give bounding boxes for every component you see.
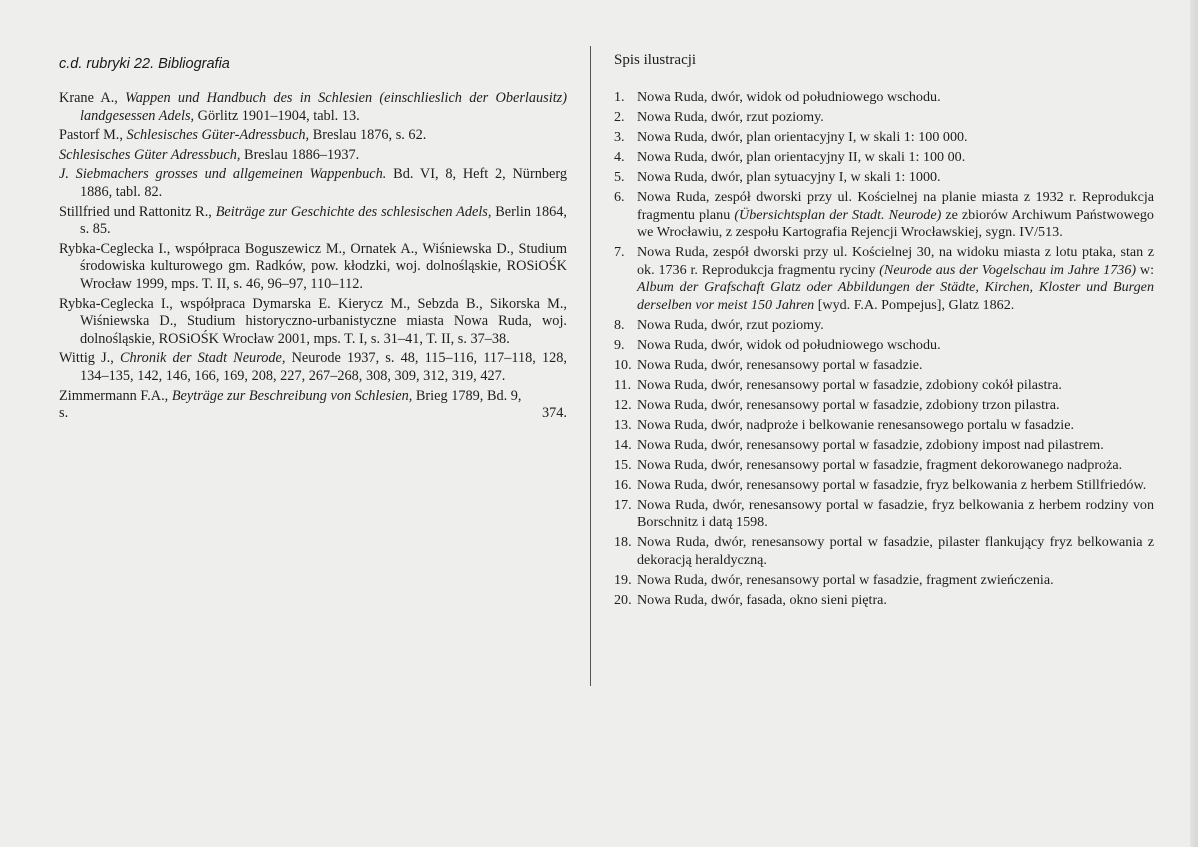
caption-text: Nowa Ruda, zespół dworski przy ul. Kościelnej 30, na widoku miasta z lotu ptaka, stan z ok. 1736 r. Reprodukcja fragmentu ryciny [637,244,1154,278]
bibliography-entry [59,204,567,239]
caption-text: Nowa Ruda, dwór, renesansowy portal w fasadzie, zdobiony cokół pilastra. [637,376,1062,393]
illustration-caption [637,457,1154,475]
illustration-number: 5. [614,168,625,185]
caption-italic: Album der Grafschaft Glatz oder Abbildungen der Städte, Kirchen, Kloster und Burgen derselben vor meist 150 Jahren [637,279,1154,313]
entry-details: Breslau 1876, s. 62. [309,127,427,144]
entry-details: Brieg 1789, Bd. 9, [412,387,522,404]
entry-details: Breslau 1886–1937. [240,146,360,163]
illustration-caption [637,572,1154,590]
illustration-caption [637,497,1154,532]
illustrations-list [614,89,1154,609]
entry-details: Neurode 1937, s. 48, 115–116, 117–118, 128, 134–135, 142, 146, 166, 169, 208, 227, 267–268, 308, 309, 312, 319, 427. [80,350,567,384]
bibliography-entry [59,241,567,294]
bibliography-column [59,56,567,425]
caption-text: Nowa Ruda, dwór, widok od południowego wschodu. [637,336,941,353]
caption-text: Nowa Ruda, dwór, renesansowy portal w fasadzie, zdobiony trzon pilastra. [637,396,1060,413]
illustration-caption [637,149,1154,167]
entry-author: Zimmermann F.A., [59,387,172,404]
illustration-number: 6. [614,188,625,205]
illustrations-heading: Spis ilustracji [614,52,697,68]
entry-title: Schlesisches Güter-Adressbuch, [126,127,310,144]
illustration-number: 7. [614,244,625,261]
caption-text: Nowa Ruda, dwór, renesansowy portal w fasadzie, zdobiony impost nad pilastrem. [637,436,1104,453]
illustration-caption [637,129,1154,147]
entry-title: Beyträge zur Beschreibung von Schlesien, [171,387,413,404]
illustration-number: 4. [614,148,625,165]
entry-author: Krane A., [59,90,126,106]
caption-text: Nowa Ruda, dwór, renesansowy portal w fasadzie, fryz belkowania z herbem Stillfriedów. [637,476,1147,493]
illustration-item [614,497,1154,532]
caption-text: Nowa Ruda, dwór, plan orientacyjny II, w skali 1: 100 00. [637,148,966,165]
caption-text: Nowa Ruda, dwór, nadproże i belkowanie renesansowego portalu w fasadzie. [637,416,1074,433]
bibliography-entry [59,166,567,201]
illustration-item [614,129,1154,147]
illustration-caption [637,89,1154,107]
entry-author: Pastorf M., [59,127,127,144]
illustration-item [614,169,1154,187]
page-edge-shadow [1190,0,1198,847]
illustration-caption [637,109,1154,127]
illustration-number: 11. [614,376,632,393]
illustration-number: 14. [614,436,632,453]
illustration-item [614,397,1154,415]
bibliography-entry [59,127,567,145]
caption-text: [wyd. F.A. Pompejus], Glatz 1862. [814,296,1015,313]
caption-italic: (Übersichtsplan der Stadt. Neurode) [734,206,942,223]
entry-tail-right: 374. [541,405,567,422]
illustration-number: 3. [614,128,625,145]
illustration-item [614,477,1154,495]
illustration-caption [637,477,1154,495]
entry-title: Wappen und Handbuch des in Schlesien (einschlieslich der Oberlausitz) landgesessen Adels, [80,90,567,124]
entry-author: Stillfried und Rattonitz R., [59,203,216,220]
illustration-number: 8. [614,316,625,333]
illustration-caption [637,592,1154,610]
illustration-caption [637,357,1154,375]
caption-text: Nowa Ruda, dwór, widok od południowego wschodu. [637,89,941,105]
illustration-item [614,357,1154,375]
bibliography-list [59,90,567,423]
illustration-caption [637,534,1154,569]
illustration-caption [637,337,1154,355]
illustration-caption [637,437,1154,455]
caption-text: Nowa Ruda, dwór, renesansowy portal w fasadzie, fragment dekorowanego nadproża. [637,456,1123,473]
illustration-item [614,89,1154,107]
bibliography-entry [59,296,567,349]
illustration-number: 18. [614,534,632,551]
illustration-number: 15. [614,456,632,473]
caption-text: Nowa Ruda, dwór, plan orientacyjny I, w skali 1: 100 000. [637,128,968,145]
entry-title: Schlesisches Güter Adressbuch, [59,146,241,163]
caption-text: Nowa Ruda, dwór, renesansowy portal w fasadzie. [637,356,923,373]
illustration-caption [637,317,1154,335]
caption-text: ze zbiorów Archiwum Państwowego we Wrocławiu, z zespołu Kartografia Rejencji Wrocławskiej, sygn. IV/513. [637,206,1154,241]
bibliography-entry [59,350,567,385]
caption-text: w: [1136,261,1154,278]
illustration-item [614,189,1154,242]
caption-text: Nowa Ruda, zespół dworski przy ul. Kościelnej na planie miasta z 1932 r. Reprodukcja fragmentu planu [637,188,1154,223]
illustration-item [614,149,1154,167]
illustration-number: 19. [614,571,632,588]
illustration-number: 9. [614,336,625,353]
entry-title: J. Siebmachers grosses und allgemeinen Wappenbuch. [59,166,387,183]
entry-title: Beiträge zur Geschichte des schlesischen Adels, [215,203,492,220]
illustration-item [614,377,1154,395]
illustration-item [614,337,1154,355]
illustration-item [614,109,1154,127]
entry-tail-line [59,405,567,423]
entry-author: Rybka-Ceglecka I., współpraca Dymarska E. Kierycz M., Sebzda B., Sikorska M., Wiśniewska D., Studium historyczno-urbanistyczne miasta Nowa Ruda, woj. dolnośląskie, ROSiOŚK Wrocław 2001, mps. T. I, s. 31–41, T. II, s. 37–38. [59,295,567,347]
entry-author: Rybka-Ceglecka I., współpraca Boguszewicz M., Ornatek A., Wiśniewska D., Studium środowiska kulturowego gm. Radków, pow. kłodzki, woj. dolnośląskie, ROSiOŚK Wrocław 1999, mps. T. II, s. 46, 96–97, 110–112. [59,240,567,292]
illustration-number: 1. [614,89,625,105]
illustration-number: 17. [614,496,632,513]
entry-title: Chronik der Stadt Neurode, [119,350,286,367]
bibliography-entry [59,147,567,165]
caption-text: Nowa Ruda, dwór, plan sytuacyjny I, w skali 1: 1000. [637,168,941,185]
illustration-caption [637,169,1154,187]
entry-details: Bd. VI, 8, Heft 2, Nürnberg 1886, tabl. 82. [80,166,568,200]
entry-details: Görlitz 1901–1904, tabl. 13. [194,107,360,124]
entry-details: Berlin 1864, s. 85. [80,203,567,238]
illustration-number: 2. [614,108,625,125]
caption-italic: (Neurode aus der Vogelschau im Jahre 1736) [879,261,1137,278]
illustration-item [614,317,1154,335]
caption-text: Nowa Ruda, dwór, renesansowy portal w fasadzie, fryz belkowania z herbem rodziny von Borschnitz i datą 1598. [637,496,1154,531]
illustration-number: 16. [614,476,632,493]
entry-author: Wittig J., [59,350,120,367]
illustration-number: 12. [614,396,632,413]
illustration-number: 20. [614,591,632,608]
illustration-caption [637,417,1154,435]
entry-tail-left: s. [59,405,69,422]
column-divider [590,46,591,686]
illustrations-column [614,52,1154,612]
caption-text: Nowa Ruda, dwór, renesansowy portal w fasadzie, pilaster flankujący fryz belkowania z dekoracją heraldyczną. [637,534,1154,568]
illustration-caption [637,377,1154,395]
illustration-item [614,244,1154,314]
illustration-caption [637,397,1154,415]
illustration-item [614,417,1154,435]
bibliography-entry [59,388,567,423]
illustration-item [614,572,1154,590]
illustration-number: 10. [614,356,632,373]
illustration-item [614,437,1154,455]
bibliography-entry [59,90,567,125]
illustration-caption [637,189,1154,242]
illustration-item [614,457,1154,475]
caption-text: Nowa Ruda, dwór, fasada, okno sieni piętra. [637,591,887,608]
caption-text: Nowa Ruda, dwór, rzut poziomy. [637,316,824,333]
caption-text: Nowa Ruda, dwór, renesansowy portal w fasadzie, fragment zwieńczenia. [637,571,1054,588]
illustration-item [614,534,1154,569]
illustration-number: 13. [614,416,632,433]
bibliography-heading: c.d. rubryki 22. Bibliografia [59,56,230,72]
caption-text: Nowa Ruda, dwór, rzut poziomy. [637,108,824,125]
illustration-item [614,592,1154,610]
illustration-caption [637,244,1154,314]
